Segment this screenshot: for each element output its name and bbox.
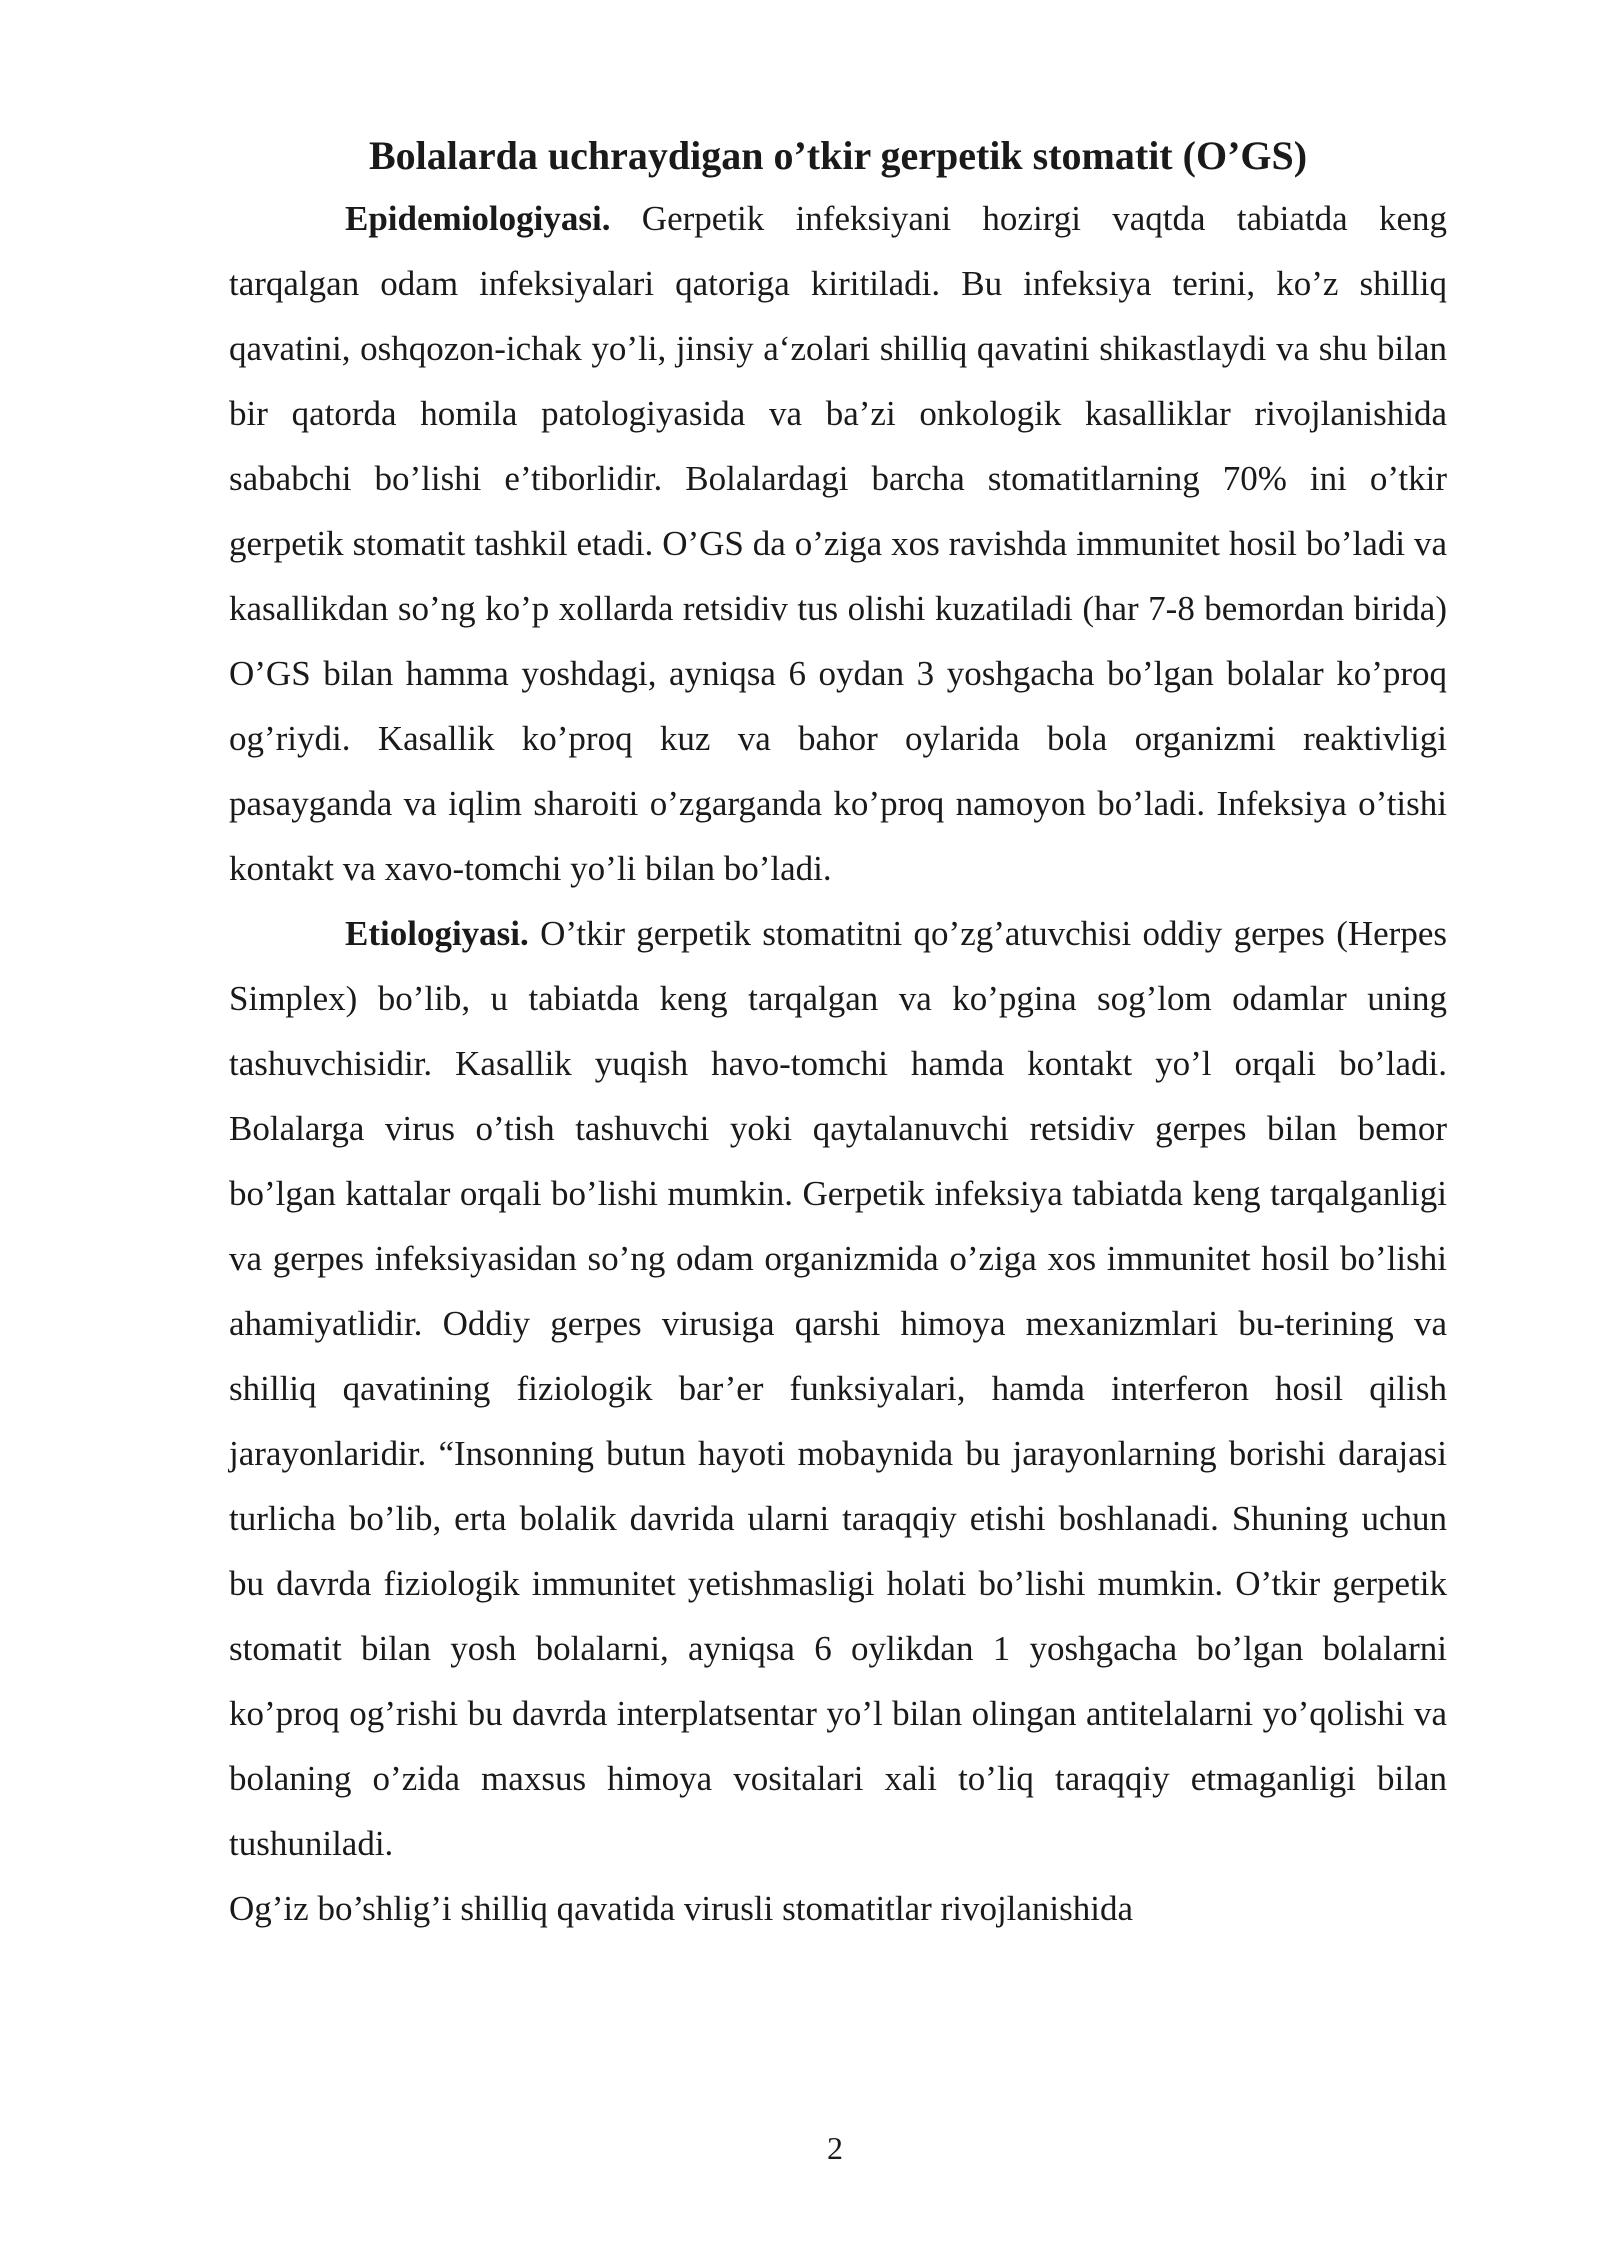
etiology-text: O’tkir gerpetik stomatitni qo’zg’atuvchisi oddiy gerpes (Herpes Simplex) bo’lib, u tabiatda keng tarqalgan va ko’pgina sog’lom odamlar uning tashuvchisidir. Kasallik yuqish havo-tomchi hamda kontakt yo’l orqali bo’ladi. Bolalarga virus o’tish tashuvchi yoki qaytalanuvchi retsidiv gerpes bilan bemor bo’lgan kattalar orqali bo’lishi mumkin. Gerpetik infeksiya tabiatda keng tarqalganligi va gerpes infeksiyasidan so’ng odam organizmida o’ziga xos immunitet hosil bo’lishi ahamiyatlidir. Oddiy gerpes virusiga qarshi himoya mexanizmlari bu-terining va shilliq qavatining fiziologik bar’er funksiyalari, hamda interferon hosil qilish jarayonlaridir. “Insonning butun hayoti mobaynida bu jarayonlarning borishi darajasi turlicha bo’lib, erta bolalik davrida ularni taraqqiy etishi boshlanadi. Shuning uchun bu davrda fiziologik immunitet yetishmasligi holati bo’lishi mumkin. O’tkir gerpetik stomatit bilan yosh bolalarni, ayniqsa 6 oylikdan 1 yoshgacha bo’lgan bolalarni ko’proq og’rishi bu davrda interplatsentar yo’l bilan olingan antitelalarni yo’qolishi va bolaning o’zida maxsus himoya vositalari xali to’liq taraqqiy etmaganligi bilan tushuniladi. [229,914,1447,1863]
document-title: Bolalarda uchraydigan o’tkir gerpetik stomatit (O’GS) [368,133,1308,178]
etiology-heading: Etiologiyasi. [345,914,529,953]
continuation-line: Og’iz bo’shlig’i shilliq qavatida virusli stomatitlar rivojlanishida [229,1889,1134,1928]
etiology-paragraph [229,901,1447,1876]
epidemiology-text: Gerpetik infeksiyani hozirgi vaqtda tabiatda keng tarqalgan odam infeksiyalari qatoriga kiritiladi. Bu infeksiya terini, ko’z shilliq qavatini, oshqozon-ichak yo’li, jinsiy aʻzolari shilliq qavatini shikastlaydi va shu bilan bir qatorda homila patologiyasida va ba’zi onkologik kasalliklar rivojlanishida sababchi bo’lishi e’tiborlidir. Bolalardagi barcha stomatitlarning 70% ini o’tkir gerpetik stomatit tashkil etadi. O’GS da o’ziga xos ravishda immunitet hosil bo’ladi va kasallikdan so’ng ko’p xollarda retsidiv tus olishi kuzatiladi (har 7-8 bemordan birida) O’GS bilan hamma yoshdagi, ayniqsa 6 oydan 3 yoshgacha bo’lgan bolalar ko’proq og’riydi. Kasallik ko’proq kuz va bahor oylarida bola organizmi reaktivligi pasayganda va iqlim sharoiti o’zgarganda ko’proq namoyon bo’ladi. Infeksiya o’tishi kontakt va xavo-tomchi yo’li bilan bo’ladi. [229,199,1447,888]
page-content [229,126,1447,1941]
epidemiology-paragraph [229,186,1447,901]
epidemiology-heading: Epidemiologiyasi. [345,199,611,238]
page-number: 2 [827,2130,843,2166]
